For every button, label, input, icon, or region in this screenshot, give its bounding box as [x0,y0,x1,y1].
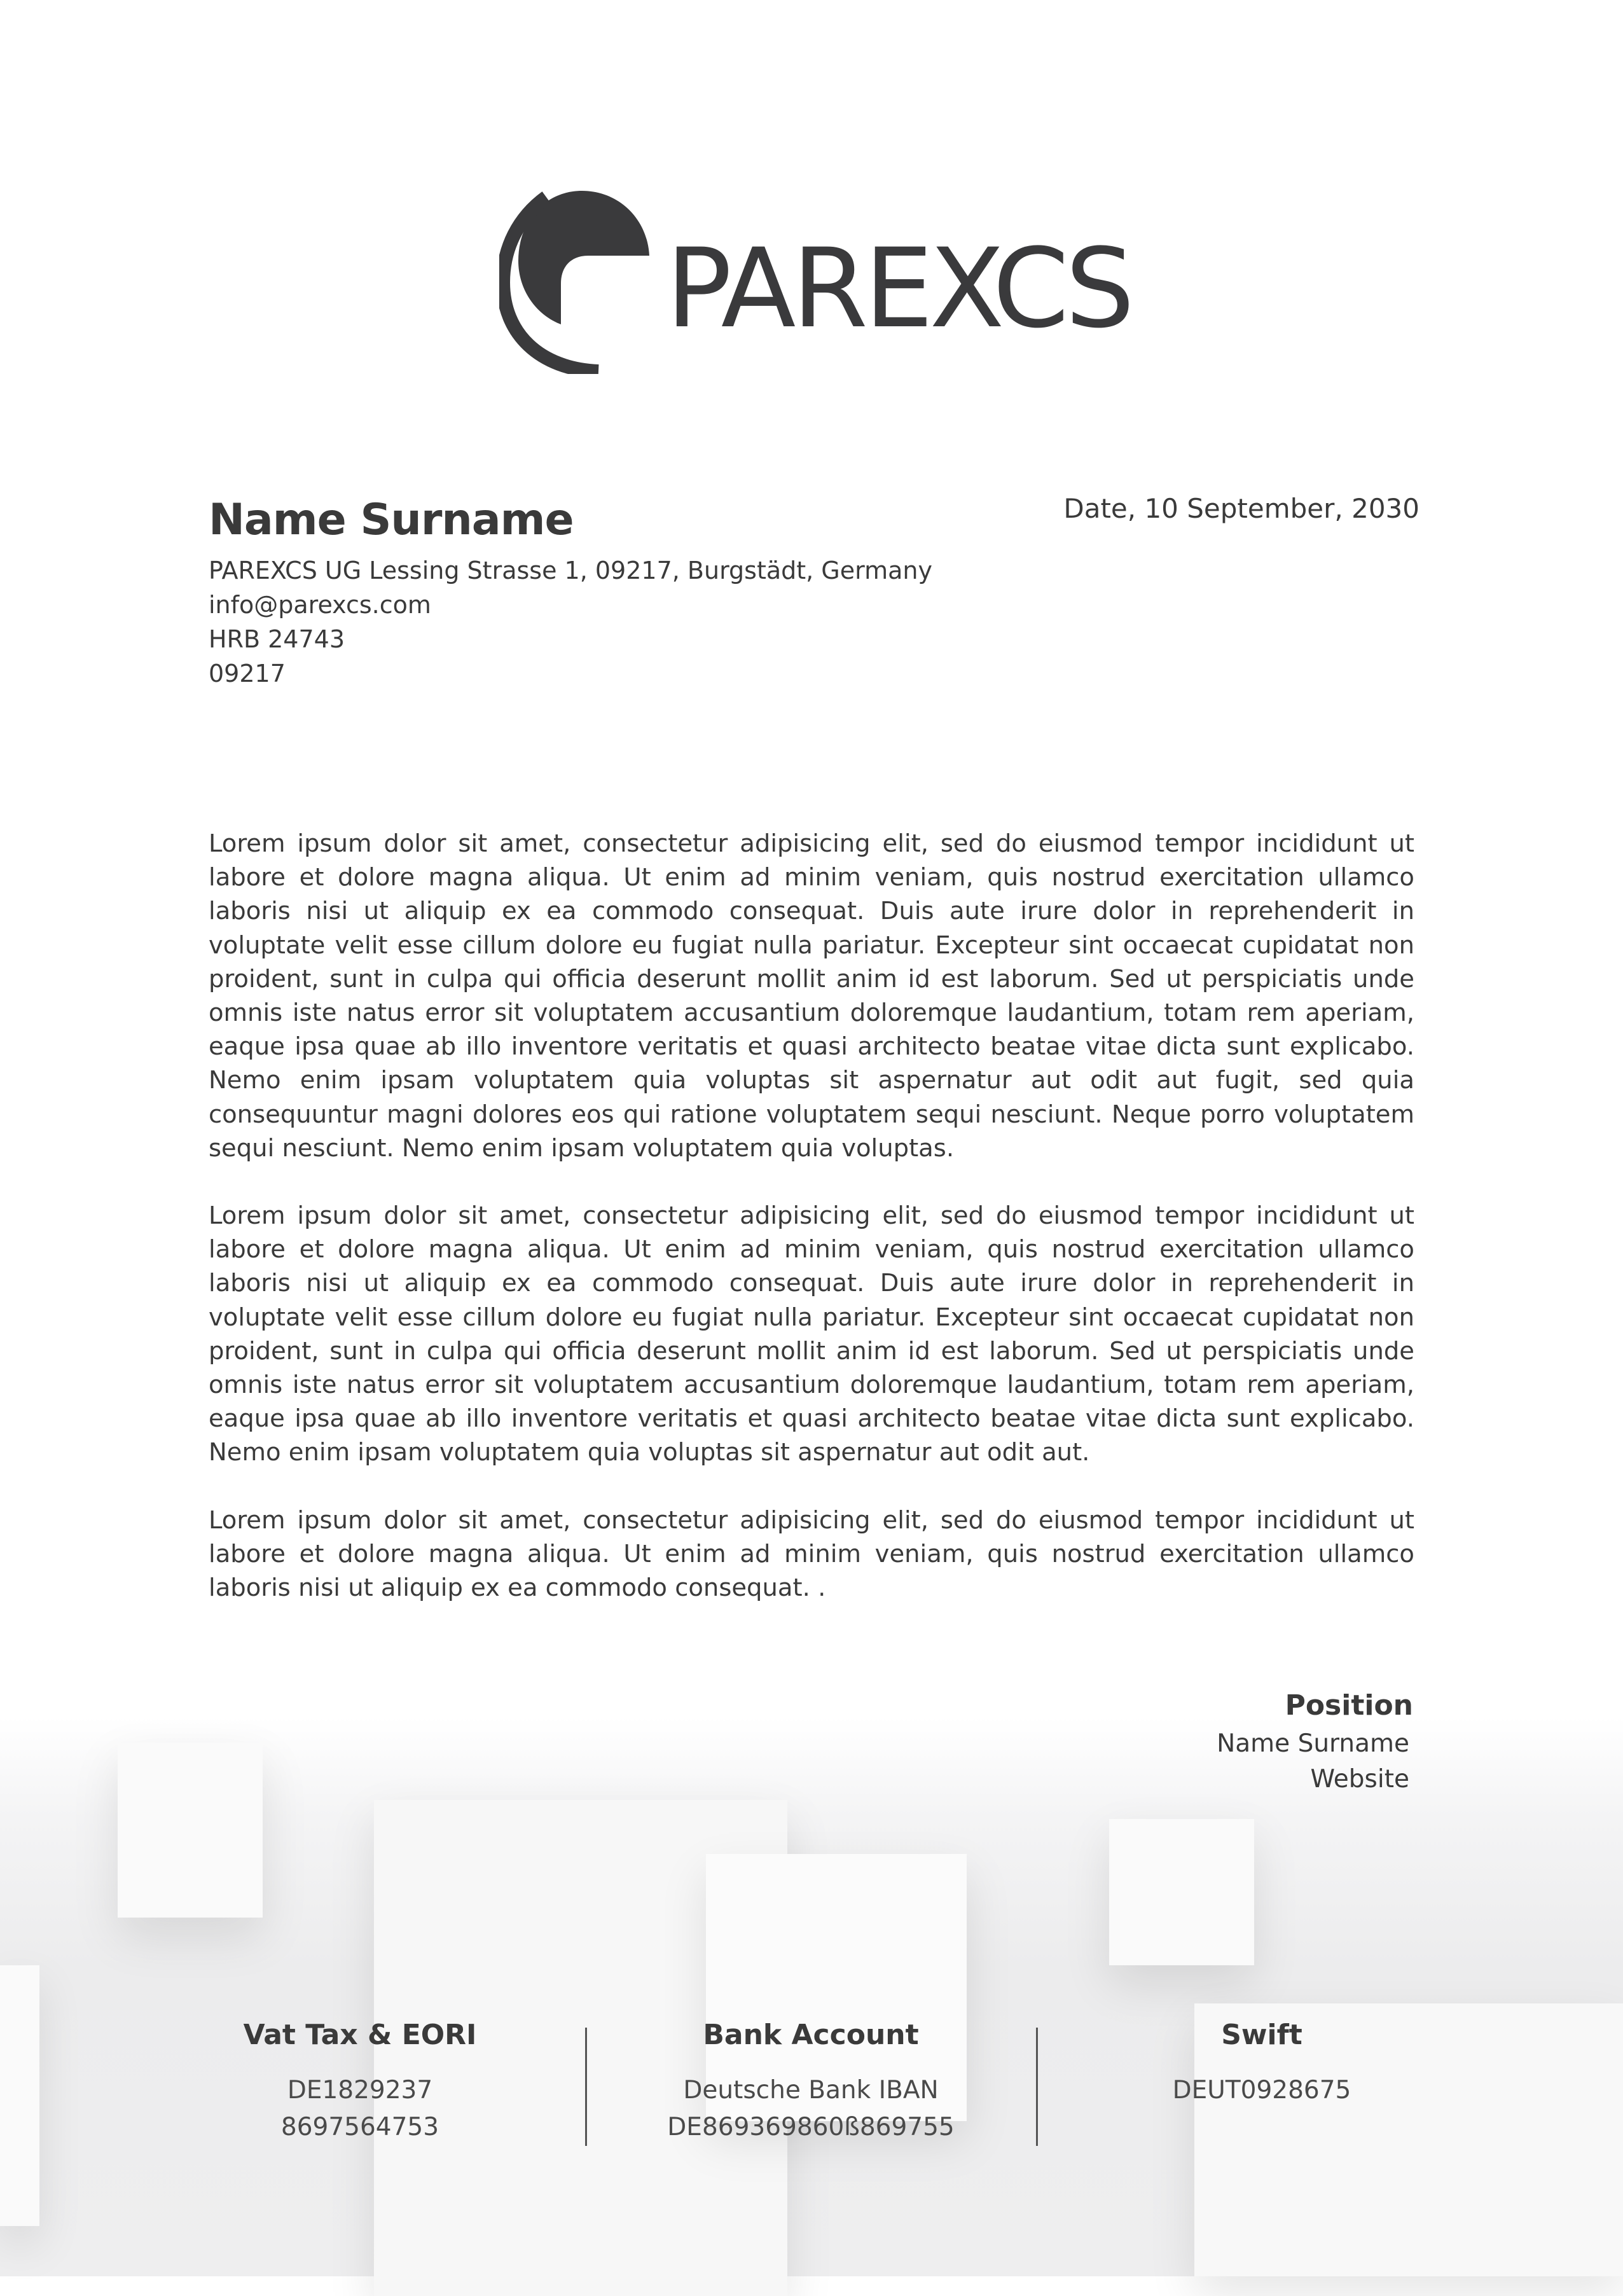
footer-divider [585,2028,587,2146]
swift-title: Swift [1221,2019,1302,2051]
letter-date: Date, 10 September, 2030 [1063,493,1419,524]
decor-tile [118,1743,263,1918]
logo-wordmark: PAREXCS [666,225,1131,352]
footer-vat-column [137,2016,583,2146]
sender-registration: HRB 24743 [209,625,345,653]
bank-name: Deutsche Bank IBAN [683,2076,939,2105]
body-paragraph: Lorem ipsum dolor sit amet, consectetur adipisicing elit, sed do eiusmod tempor incididunt ut labore et dolore magna aliqua. Ut enim ad minim veniam, quis nostrud exercitation ullamco laboris nisi ut aliquip ex ea commodo consequat. . [209,1505,1414,1603]
bank-title: Bank Account [703,2019,919,2051]
swift-code: DEUT0928675 [1172,2076,1351,2105]
vat-title: Vat Tax & EORI [243,2019,477,2051]
body-paragraph: Lorem ipsum dolor sit amet, consectetur adipisicing elit, sed do eiusmod tempor incididunt ut labore et dolore magna aliqua. Ut enim ad minim veniam, quis nostrud exercitation ullamco laboris nisi ut aliquip ex ea commodo consequat. Duis aute irure dolor in reprehenderit in voluptate velit esse cillum dolore eu fugiat nulla pariatur. Excepteur sint occaecat cupidatat non proident, sunt in culpa qui officia deserunt mollit anim id est laborum. Sed ut perspiciatis unde omnis iste natus error sit voluptatem accusantium doloremque laudantium, totam rem aperiam, eaque ipsa quae ab illo inventore veritatis et quasi architecto beatae vitae dicta sunt explicabo. Nemo enim ipsam voluptatem quia voluptas sit aspernatur aut odit aut. [209,1201,1414,1467]
vat-number: DE1829237 [287,2076,433,2105]
footer-swift-column [1039,2016,1484,2109]
footer-background [0,1717,1623,2276]
letter-body [209,827,1414,1638]
decor-tile [1109,1819,1254,1965]
signature-website[interactable]: Website [1310,1765,1409,1794]
body-paragraph: Lorem ipsum dolor sit amet, consectetur adipisicing elit, sed do eiusmod tempor incididunt ut labore et dolore magna aliqua. Ut enim ad minim veniam, quis nostrud exercitation ullamco laboris nisi ut aliquip ex ea commodo consequat. Duis aute irure dolor in reprehenderit in voluptate velit esse cillum dolore eu fugiat nulla pariatur. Excepteur sint occaecat cupidatat non proident, sunt in culpa qui officia deserunt mollit anim id est laborum. Sed ut perspiciatis unde omnis iste natus error sit voluptatem accusantium doloremque laudantium, totam rem aperiam, eaque ipsa quae ab illo inventore veritatis et quasi architecto beatae vitae dicta sunt explicabo. Nemo enim ipsam voluptatem quia voluptas sit aspernatur aut odit aut fugit, sed quia consequuntur magni dolores eos qui ratione voluptatem sequi nesciunt. Neque porro voluptatem sequi nesciunt. Nemo enim ipsam voluptatem quia voluptas. [209,829,1414,1163]
sender-email[interactable]: info@parexcs.com [209,591,431,619]
footer-divider [1036,2028,1038,2146]
eori-number: 8697564753 [280,2113,439,2141]
decor-tile [0,1965,39,2226]
signature-block [1217,1685,1413,1797]
sender-name: Name Surname [209,495,574,545]
logo-mark-icon [499,190,652,374]
sender-address: PAREXCS UG Lessing Strasse 1, 09217, Burgstädt, Germany [209,557,932,584]
signature-name: Name Surname [1217,1729,1409,1758]
bank-iban: DE869369860ß869755 [667,2113,955,2141]
footer-bank-column [588,2016,1033,2146]
sender-details [209,553,932,691]
company-logo [499,190,1131,380]
signature-position: Position [1285,1689,1413,1722]
sender-postal-code: 09217 [209,660,286,688]
